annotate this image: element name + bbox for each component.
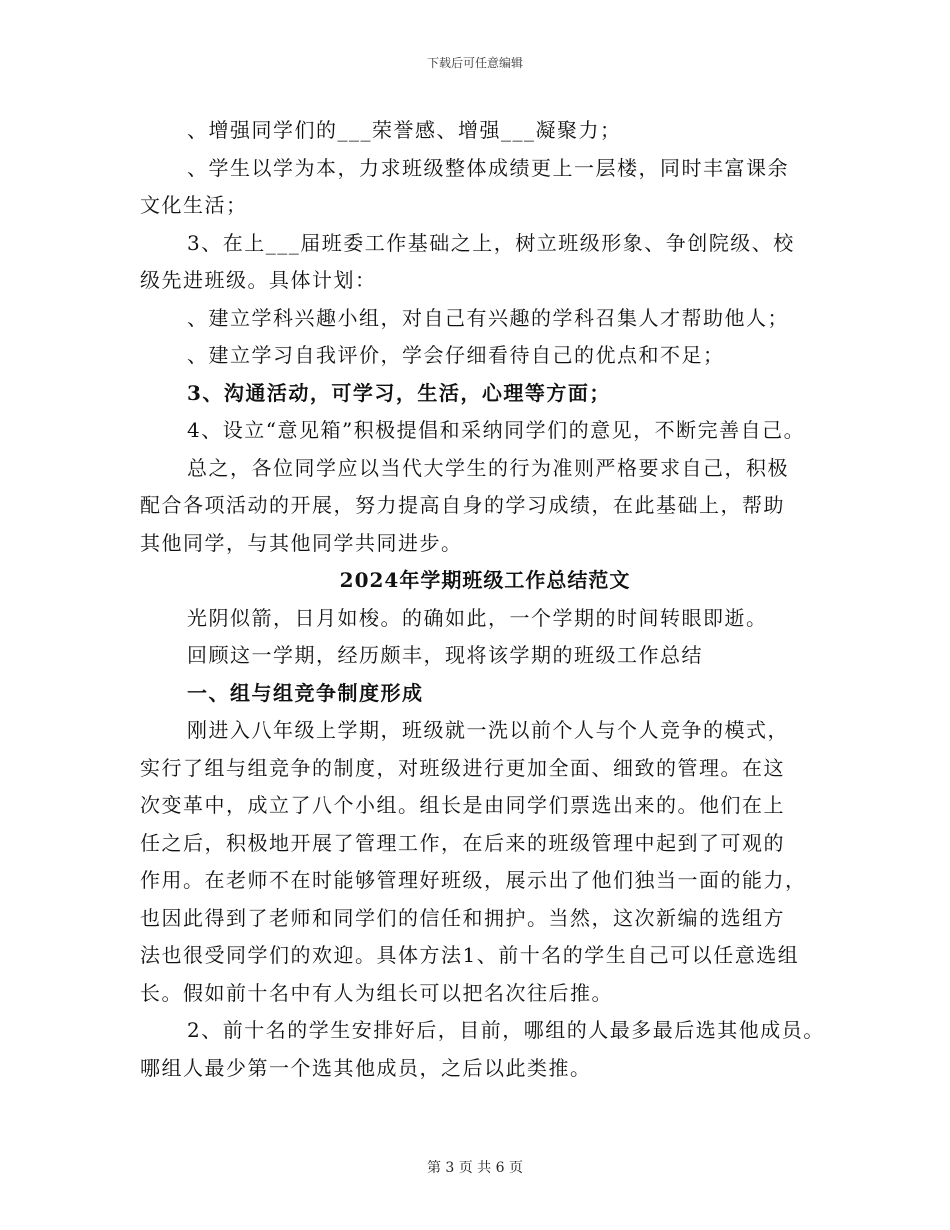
page-header: 下载后可任意编辑 [426, 56, 523, 70]
text-line: 3、沟通活动，可学习，生活，心理等方面； [187, 380, 611, 405]
text-line: 4、设立“意见箱”积极提倡和采纳同学们的意见，不断完善自己。 [187, 418, 806, 442]
text-line: 次变革中，成立了八个小组。组长是由同学们票选出来的。他们在上 [140, 793, 785, 817]
text-line: 配合各项活动的开展，努力提高自身的学习成绩，在此基础上，帮助 [140, 493, 785, 517]
text-line: 也因此得到了老师和同学们的信任和拥护。当然，这次新编的选组方 [140, 905, 785, 930]
text-line: 3、在上___届班委工作基础之上，树立班级形象、争创院级、校 [187, 230, 795, 255]
text-line: 刚进入八年级上学期，班级就一洗以前个人与个人竞争的模式， [187, 718, 789, 742]
text-line: 哪组人最少第一个选其他成员，之后以此类推。 [140, 1055, 592, 1080]
text-line: 光阴似箭，日月如梭。的确如此，一个学期的时间转眼即逝。 [187, 605, 768, 630]
page-footer: 第 3 页 共 6 页 [426, 1160, 524, 1176]
text-line: 实行了组与组竞争的制度，对班级进行更加全面、细致的管理。在这 [140, 755, 785, 780]
text-line: 长。假如前十名中有人为组长可以把名次往后推。 [140, 980, 613, 1005]
text-line: 其他同学，与其他同学共同进步。 [140, 530, 463, 555]
text-line: 作用。在老师不在时能够管理好班级，展示出了他们独当一面的能力， [140, 868, 807, 892]
text-line: 、学生以学为本，力求班级整体成绩更上一层楼，同时丰富课余 [187, 155, 789, 180]
text-line: 法也很受同学们的欢迎。具体方法1、前十名的学生自己可以任意选组 [140, 943, 800, 967]
text-line: 2024年学期班级工作总结范文 [339, 568, 631, 592]
text-line: 任之后，积极地开展了管理工作，在后来的班级管理中起到了可观的 [140, 830, 785, 855]
text-line: 级先进班级。具体计划： [140, 268, 377, 292]
text-line: 文化生活； [140, 193, 248, 217]
text-line: 总之，各位同学应以当代大学生的行为准则严格要求自己，积极 [187, 455, 789, 480]
document-body [140, 112, 830, 1087]
text-line: 2、前十名的学生安排好后，目前，哪组的人最多最后选其他成员。 [187, 1018, 825, 1042]
text-line: 一、组与组竞争制度形成 [187, 680, 424, 705]
text-line: 、建立学习自我评价，学会仔细看待自己的优点和不足； [187, 343, 725, 367]
text-line: 、建立学科兴趣小组，对自己有兴趣的学科召集人才帮助他人； [187, 305, 789, 330]
text-line: 回顾这一学期，经历颇丰，现将该学期的班级工作总结 [187, 643, 703, 667]
text-line: 、增强同学们的___荣誉感、增强___凝聚力； [187, 118, 622, 142]
